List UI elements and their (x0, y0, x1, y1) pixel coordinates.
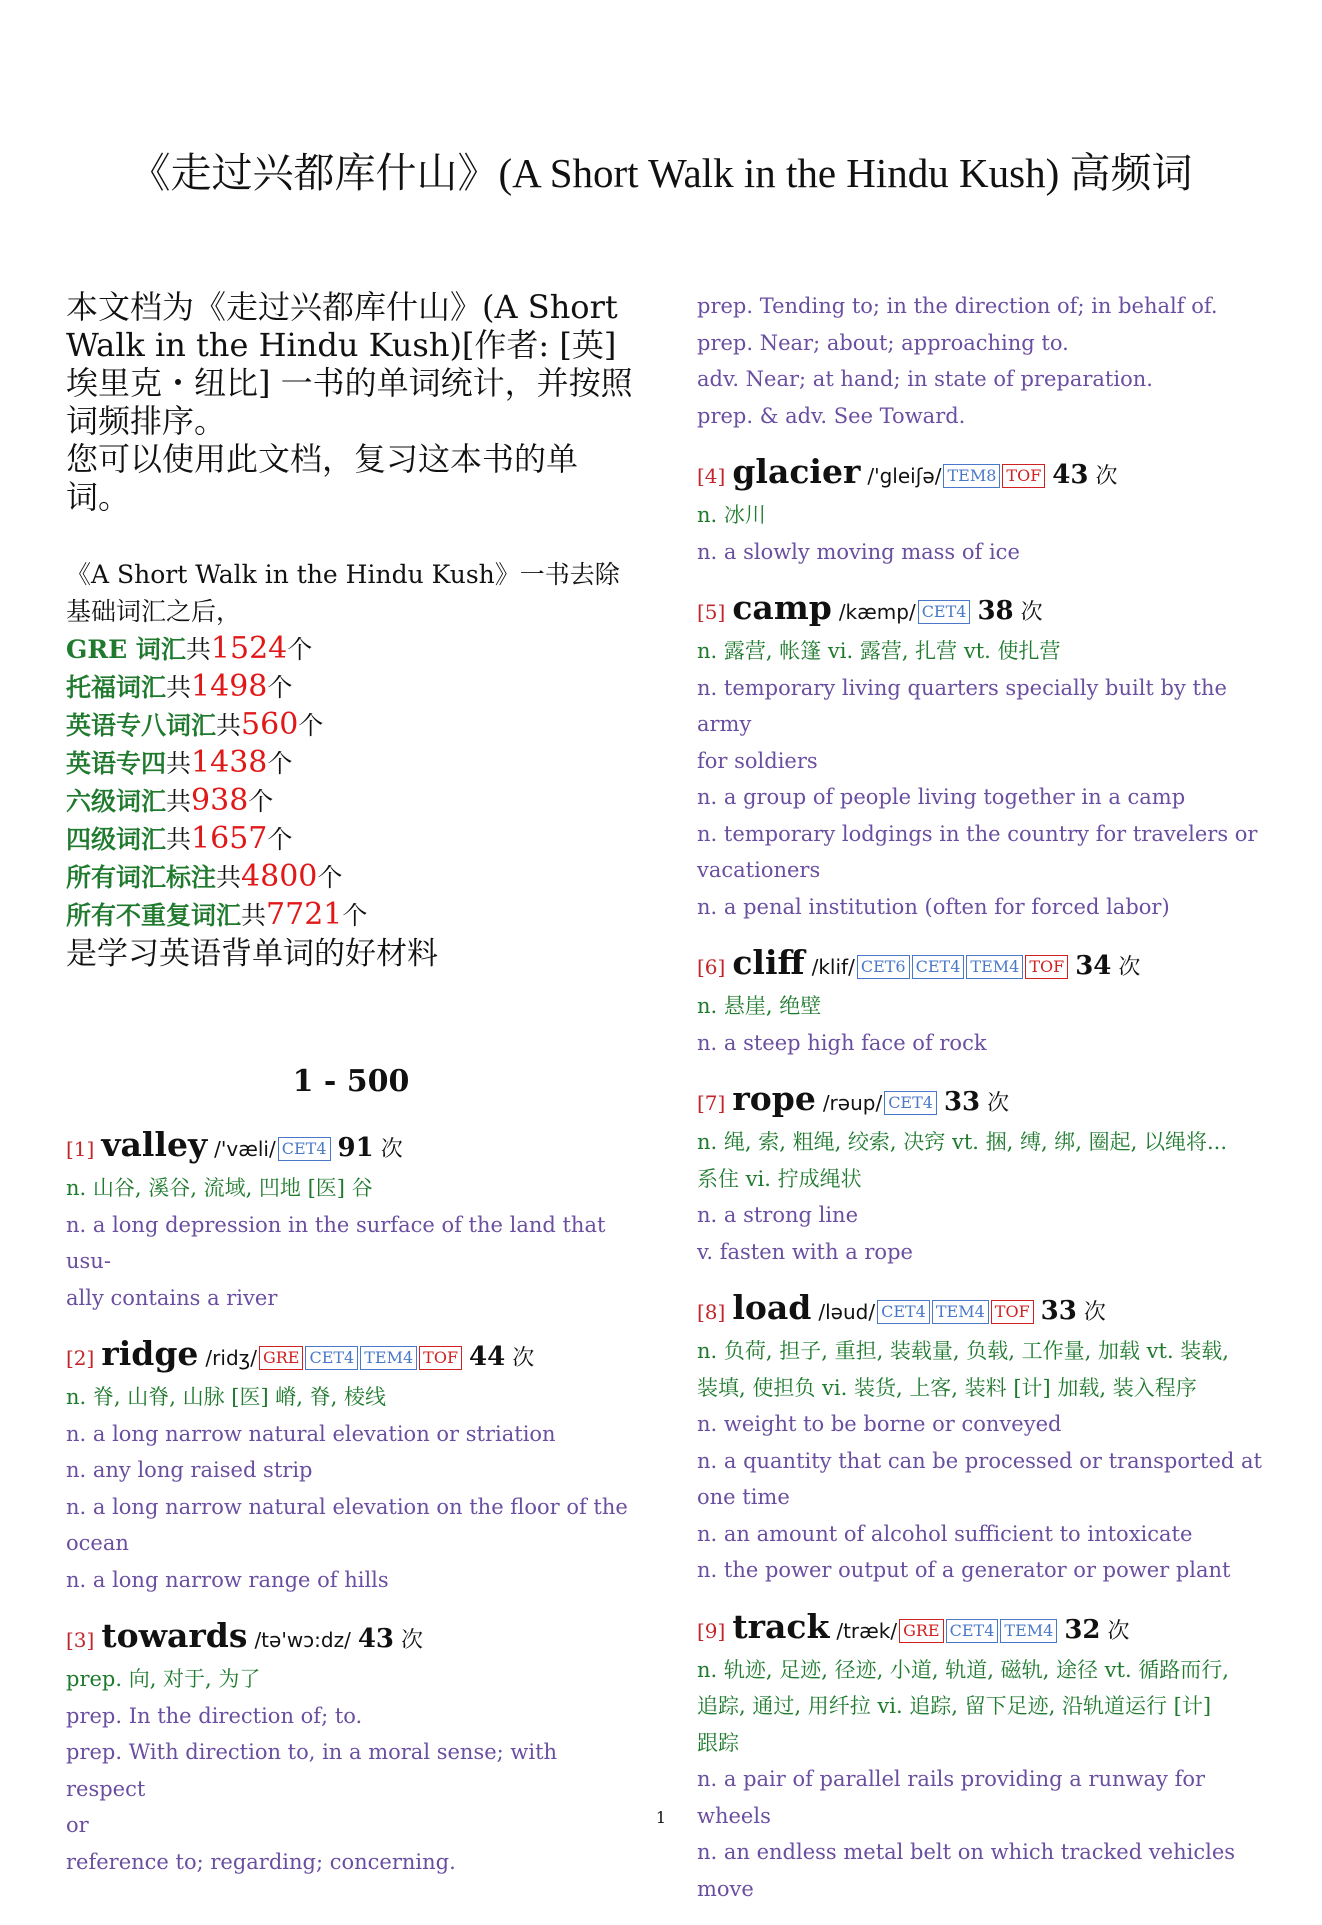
stat-mid: 共 (166, 749, 192, 778)
stat-mid: 共 (185, 635, 211, 664)
entry-number: [4] (697, 464, 726, 488)
entry-head (697, 1607, 1267, 1652)
right-column (697, 288, 1267, 1925)
definition-en: reference to; regarding; concerning. (66, 1849, 456, 1874)
entry-number: [5] (697, 600, 726, 624)
exam-tag: TEM4 (1000, 1619, 1057, 1643)
definition-zh: n. 悬崖, 绝壁 (697, 994, 822, 1018)
stat-row (66, 744, 636, 782)
definition-en: prep. With direction to, in a moral sense; with respect (66, 1740, 558, 1801)
definition-en: n. any long raised strip (66, 1458, 313, 1482)
stat-value: 1438 (191, 745, 268, 780)
word-entry (66, 1334, 636, 1598)
stat-label: 六级词汇 (66, 787, 167, 816)
definition-en: ocean (66, 1531, 129, 1555)
entry-word: track (732, 1606, 830, 1646)
exam-tag: TOF (991, 1300, 1034, 1324)
definition-en: one time (697, 1485, 790, 1509)
exam-tag: GRE (899, 1619, 944, 1643)
stat-row (66, 706, 636, 744)
exam-tag: CET4 (278, 1137, 331, 1161)
left-column (66, 288, 636, 1898)
stat-unit: 个 (317, 863, 343, 892)
stat-row (66, 782, 636, 820)
exam-tag: TEM4 (932, 1300, 989, 1324)
entry-head (66, 1125, 636, 1170)
stat-label: 所有词汇标注 (66, 863, 217, 892)
exam-tag: CET4 (946, 1619, 999, 1643)
entry-list-left (66, 1125, 636, 1880)
exam-tag: CET4 (884, 1091, 937, 1115)
definition-zh: n. 负荷, 担子, 重担, 装载量, 负载, 工作量, 加载 vt. 装载, (697, 1339, 1229, 1363)
stats-tail: 是学习英语背单词的好材料 (66, 936, 438, 972)
definition-en: prep. Near; about; approaching to. (697, 330, 1069, 355)
definition-en: n. a long narrow natural elevation on the floor of the (66, 1494, 628, 1519)
word-entry (697, 943, 1267, 1061)
stat-unit: 个 (342, 901, 368, 930)
exam-tag: GRE (259, 1346, 304, 1370)
definition-en: n. a quantity that can be processed or transported at (697, 1448, 1262, 1473)
exam-tag: CET4 (877, 1300, 930, 1324)
definition-zh: 装填, 使担负 vi. 装货, 上客, 装料 [计] 加载, 装入程序 (697, 1375, 1197, 1400)
stats-list (66, 630, 636, 934)
exam-tag: TOF (1002, 464, 1045, 488)
stat-mid: 共 (166, 825, 192, 854)
stat-label: 英语专四 (66, 749, 167, 778)
entry-number: [9] (697, 1618, 726, 1643)
stat-label: 所有不重复词汇 (66, 901, 242, 930)
summary-text: 《A Short Walk in the Hindu Kush》一书去除基础词汇之后， (66, 560, 620, 626)
definition-en: n. the power output of a generator or power plant (697, 1558, 1231, 1582)
entry-head (697, 1079, 1267, 1124)
entry-word: load (732, 1288, 812, 1327)
exam-tag: CET6 (857, 955, 910, 979)
stat-row (66, 896, 636, 934)
entry-count-unit: 次 (401, 1628, 424, 1653)
stat-mid: 共 (166, 673, 192, 702)
stat-unit: 个 (298, 711, 324, 740)
entry-phonetic: /'gleiʃə/ (867, 464, 942, 488)
entry-word: rope (732, 1079, 816, 1118)
entry-phonetic: /ridʒ/ (205, 1346, 257, 1370)
definition-zh: n. 绳, 索, 粗绳, 绞索, 决窍 vt. 捆, 缚, 绑, 圈起, 以绳将... (697, 1130, 1228, 1154)
definition-en: n. a group of people living together in a camp (697, 785, 1186, 809)
stat-unit: 个 (248, 787, 274, 816)
definition-zh: n. 山谷, 溪谷, 流域, 凹地 [医] 谷 (66, 1176, 373, 1200)
exam-tag: CET4 (918, 600, 971, 624)
word-entry (697, 1607, 1267, 1908)
definition-en: prep. Tending to; in the direction of; in behalf of. (697, 294, 1218, 318)
stat-mid: 共 (166, 787, 192, 816)
stat-label: 英语专八词汇 (66, 711, 217, 740)
entry-head (697, 588, 1267, 633)
stat-unit: 个 (267, 749, 293, 778)
stat-label: 托福词汇 (66, 673, 167, 702)
definition-zh: n. 脊, 山脊, 山脉 [医] 嵴, 脊, 棱线 (66, 1385, 387, 1409)
entry-count: 43 (357, 1624, 395, 1654)
definition-en: for soldiers (697, 748, 818, 773)
entry-head (697, 1288, 1267, 1333)
intro-line-2: 您可以使用此文档，复习这本书的单词。 (66, 440, 579, 516)
intro-paragraph (66, 288, 636, 516)
range-heading: 1 - 500 (292, 1064, 410, 1099)
entry-count: 34 (1075, 951, 1112, 981)
definition-en: v. fasten with a rope (697, 1239, 913, 1264)
word-entry (66, 1616, 636, 1880)
entry-head (697, 452, 1267, 497)
stat-unit: 个 (287, 635, 313, 664)
exam-tag: TEM8 (943, 464, 1000, 488)
entry-count-unit: 次 (1107, 1618, 1130, 1644)
stat-row (66, 820, 636, 858)
definition-en: n. temporary living quarters specially built by the army (697, 675, 1227, 736)
entry-phonetic: /kæmp/ (838, 600, 916, 624)
definition-zh: n. 轨迹, 足迹, 径迹, 小道, 轨道, 磁轨, 途径 vt. 循路而行, (697, 1657, 1229, 1682)
definition-en: n. a long depression in the surface of the land that usu- (66, 1212, 606, 1273)
entry-number: [3] (66, 1628, 95, 1652)
stat-value: 1498 (191, 669, 268, 704)
word-entry (697, 1288, 1267, 1589)
definition-en: prep. In the direction of; to. (66, 1703, 363, 1728)
exam-tag: TOF (419, 1346, 462, 1370)
definition-en: n. temporary lodgings in the country for travelers or (697, 821, 1258, 846)
stat-row (66, 668, 636, 706)
entry-count-unit: 次 (987, 1091, 1010, 1116)
entry-count: 43 (1052, 460, 1089, 490)
entry-word: ridge (101, 1334, 199, 1373)
intro-line-1: 本文档为《走过兴都库什山》(A Short Walk in the Hindu Kush)[作者: [英] 埃里克・纽比] 一书的单词统计，并按照词频排序。 (66, 288, 633, 440)
definition-en: n. a pair of parallel rails providing a runway for wheels (697, 1767, 1206, 1828)
entry-phonetic: /tə'wɔ:dz/ (254, 1628, 351, 1652)
stat-row (66, 630, 636, 668)
stat-label: 四级词汇 (66, 825, 167, 854)
entry-number: [7] (697, 1091, 726, 1115)
entry-phonetic: /'væli/ (214, 1137, 276, 1161)
definition-en: n. a long narrow natural elevation or striation (66, 1421, 556, 1446)
exam-tag: TOF (1025, 955, 1068, 979)
entry-phonetic: /ləud/ (818, 1300, 876, 1324)
entry-count-unit: 次 (1095, 464, 1118, 489)
definition-en: n. a steep high face of rock (697, 1030, 987, 1055)
definition-en: n. an endless metal belt on which tracked vehicles move (697, 1840, 1236, 1901)
entry-number: [1] (66, 1137, 95, 1161)
entry-phonetic: /træk/ (836, 1618, 898, 1643)
exam-tag: CET4 (305, 1346, 358, 1370)
page-number: 1 (655, 1808, 667, 1827)
stat-unit: 个 (267, 673, 293, 702)
entry-count: 33 (1040, 1296, 1077, 1326)
entry-count-unit: 次 (1020, 600, 1043, 625)
stat-unit: 个 (267, 825, 293, 854)
definition-zh: n. 冰川 (697, 503, 766, 527)
definition-en: n. a strong line (697, 1203, 858, 1227)
stat-mid: 共 (216, 711, 242, 740)
entry-count-unit: 次 (1118, 955, 1141, 980)
stat-mid: 共 (241, 901, 267, 930)
stat-value: 938 (191, 783, 249, 818)
definition-en: adv. Near; at hand; in state of preparation. (697, 367, 1153, 391)
entry-word: camp (732, 588, 832, 627)
entry-number: [6] (697, 955, 726, 979)
stat-value: 7721 (266, 897, 343, 932)
definition-zh: 跟踪 (697, 1730, 739, 1755)
stat-label: GRE 词汇 (66, 635, 186, 664)
entry-phonetic: /klif/ (811, 955, 855, 979)
word-entry (697, 1079, 1267, 1270)
entry-number: [2] (66, 1346, 95, 1370)
exam-tag: TEM4 (360, 1346, 417, 1370)
entry-count: 38 (977, 596, 1014, 626)
entry-phonetic: /rəup/ (822, 1091, 883, 1115)
entry-word: towards (101, 1616, 248, 1655)
entry-head (66, 1334, 636, 1379)
entry-count: 32 (1064, 1614, 1101, 1645)
definition-en: or (66, 1813, 89, 1837)
definition-zh: 系住 vi. 拧成绳状 (697, 1166, 862, 1191)
entry-count: 91 (337, 1133, 374, 1163)
exam-tag: CET4 (912, 955, 965, 979)
stat-value: 1657 (191, 821, 268, 856)
stat-mid: 共 (216, 863, 242, 892)
word-entry (697, 588, 1267, 925)
entry-word: cliff (732, 943, 805, 982)
definition-zh: prep. 向, 对于, 为了 (66, 1667, 261, 1691)
definition-en: vacationers (697, 858, 821, 882)
entry-count-unit: 次 (380, 1137, 403, 1162)
entry-count: 33 (943, 1087, 981, 1117)
stat-value: 560 (241, 707, 299, 742)
entry-count-unit: 次 (512, 1346, 535, 1371)
word-entry (66, 1125, 636, 1316)
definition-en: n. a penal institution (often for forced labor) (697, 894, 1170, 919)
definition-en: ally contains a river (66, 1285, 278, 1310)
entry-word: valley (101, 1125, 208, 1164)
stat-value: 1524 (210, 631, 288, 666)
entry-count-unit: 次 (1083, 1300, 1106, 1325)
definition-en: n. weight to be borne or conveyed (697, 1412, 1062, 1436)
document-title: 《走过兴都库什山》(A Short Walk in the Hindu Kush) 高频词 (129, 150, 1193, 196)
word-entry (697, 452, 1267, 570)
definition-zh: n. 露营, 帐篷 vi. 露营, 扎营 vt. 使扎营 (697, 639, 1061, 663)
entry-continuation (697, 288, 1267, 434)
definition-en: n. an amount of alcohol sufficient to intoxicate (697, 1521, 1193, 1546)
stat-value: 4800 (241, 859, 318, 894)
entry-head (697, 943, 1267, 988)
entry-list-right (697, 452, 1267, 1907)
entry-word: glacier (732, 452, 861, 491)
entry-count: 44 (469, 1342, 506, 1372)
definition-en: n. a slowly moving mass of ice (697, 539, 1020, 564)
entry-head (66, 1616, 636, 1661)
definition-en: n. a long narrow range of hills (66, 1567, 389, 1592)
exam-tag: TEM4 (966, 955, 1023, 979)
entry-number: [8] (697, 1300, 726, 1324)
definition-en: prep. & adv. See Toward. (697, 403, 966, 428)
stat-row (66, 858, 636, 896)
definition-zh: 追踪, 通过, 用纤拉 vi. 追踪, 留下足迹, 沿轨道运行 [计] (697, 1694, 1212, 1718)
